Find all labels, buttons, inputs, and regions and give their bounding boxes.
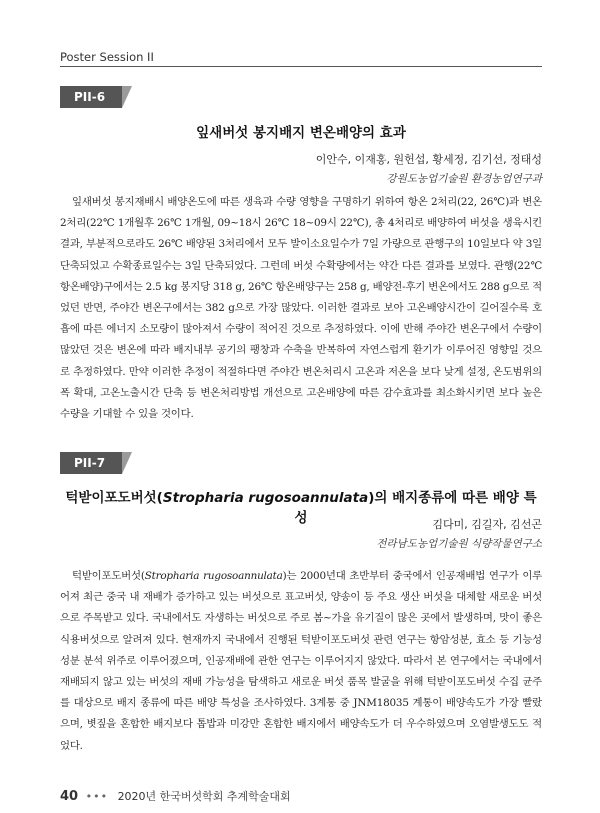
page-number: 40 (60, 789, 79, 804)
abstract-body-2-after: )는 2000년대 초반부터 중국에서 인공재배법 연구가 이루어져 최근 중국 내 재배가 증가하고 있는 버섯으로 표고버섯, 양송이 등 주요 생산 버섯을 대체할 새로운 버섯으로 주목받고 있다. 국내에서도 자생하는 버섯으로 주로 봄~가을 유기질이 많은 곳에서 발생하며, 맛이 좋은 식용버섯으로 알려져 있다. 현재까지 국내에서 진행된 턱받이포도버섯 관련 연구는 항암성분, 효소 등 기능성 성분 분석 위주로 이루어졌으며, 인공재배에 관한 연구는 이루어지지 않았다. 따라서 본 연구에서는 국내에서 재배되지 않고 있는 버섯의 재배 가능성을 탐색하고 새로운 버섯 품목 발굴을 위해 턱받이포도버섯 수집 균주를 대상으로 배지 종류에 따른 배양 특성을 조사하였다. 3계통 중 JNM18035 계통이 배양속도가 가장 빨랐으며, 볏짚을 혼합한 배지보다 톱밥과 미강만 혼합한 배지에서 배양속도가 더 우수하였으며 오염발생도도 적었다. (60, 570, 543, 752)
footer-dots: ••• (85, 790, 109, 803)
abstract-tag-p2-7: PII-7 (60, 452, 122, 474)
abstract-title-2-species: Stropharia rugosoannulata (162, 490, 369, 506)
abstract-title-1: 잎새버섯 봉지배지 변온배양의 효과 (196, 125, 406, 141)
abstract-tag-p2-6: PII-6 (60, 86, 122, 108)
abstract-body-2-before: 턱받이포도버섯( (72, 570, 145, 582)
abstract-body-2-species: Stropharia rugosoannulata (144, 570, 283, 582)
abstract-body-1: 잎새버섯 봉지재배시 배양온도에 따른 생육과 수량 영향을 구명하기 위하여 항온 2처리(22, 26℃)과 변온 2처리(22℃ 1개월후 26℃ 1개월, 09~18시 26℃ 18~09시 22℃), 총 4처리로 배양하여 버섯을 생육시킨 결과, 부분적으로라도 26℃ 배양된 3처리에서 모두 발이소요일수가 7일 가량으로 관행구의 10일보다 약 3일 단축되었고 수확종료일수는 3일 단축되었다. 그런데 버섯 수확량에서는 약간 다른 결과를 보였다. 관행(22℃ 항온배양)구에서는 2.5 kg 봉지당 318 g, 26℃ 항온배양구는 258 g, 배양전-후기 변온에서도 288 g으로 적었던 반면, 주야간 변온구에서는 382 g으로 가장 많았다. 이러한 결과로 보아 고온배양시간이 길어질수록 호흡에 따른 에너지 소모량이 많아져서 수량이 적어진 것으로 추정하였다. 이에 반해 주야간 변온구에서 수량이 많았던 것은 변온에 따라 배지내부 공기의 팽창과 수축을 반복하여 자연스럽게 환기가 이루어진 영향일 것으로 추정하였다. 만약 이러한 추정이 적절하다면 주야간 변온처리시 고온과 저온을 보다 낮게 설정, 온도범위의 폭 확대, 고온노출시간 단축 등 변온처리방법 개선으로 고온배양에 따른 감수효과를 최소화시키면 보다 높은 수량을 기대할 수 있을 것이다. (60, 196, 542, 421)
abstract-body-2 (60, 566, 542, 757)
header-rule (60, 66, 542, 67)
abstract-affiliation-1: 강원도농업기술원 환경농업연구과 (386, 173, 542, 185)
abstract-title-2-before: 턱받이포도버섯( (65, 490, 163, 506)
abstract-title-2-after: )의 배지종류에 따른 배양 특성 (294, 490, 537, 526)
page-footer (60, 788, 291, 804)
running-title: Poster Session II (60, 50, 154, 64)
abstract-authors-1: 이안수, 이재홍, 원헌섭, 황세정, 김기선, 정태성 (315, 153, 542, 166)
abstract-affiliation-2: 전라남도농업기술원 식량작물연구소 (376, 538, 542, 550)
abstract-authors-2: 김다미, 김길자, 김선곤 (432, 518, 542, 531)
conference-name: 2020년 한국버섯학회 추계학술대회 (117, 790, 291, 803)
running-header (60, 50, 542, 64)
